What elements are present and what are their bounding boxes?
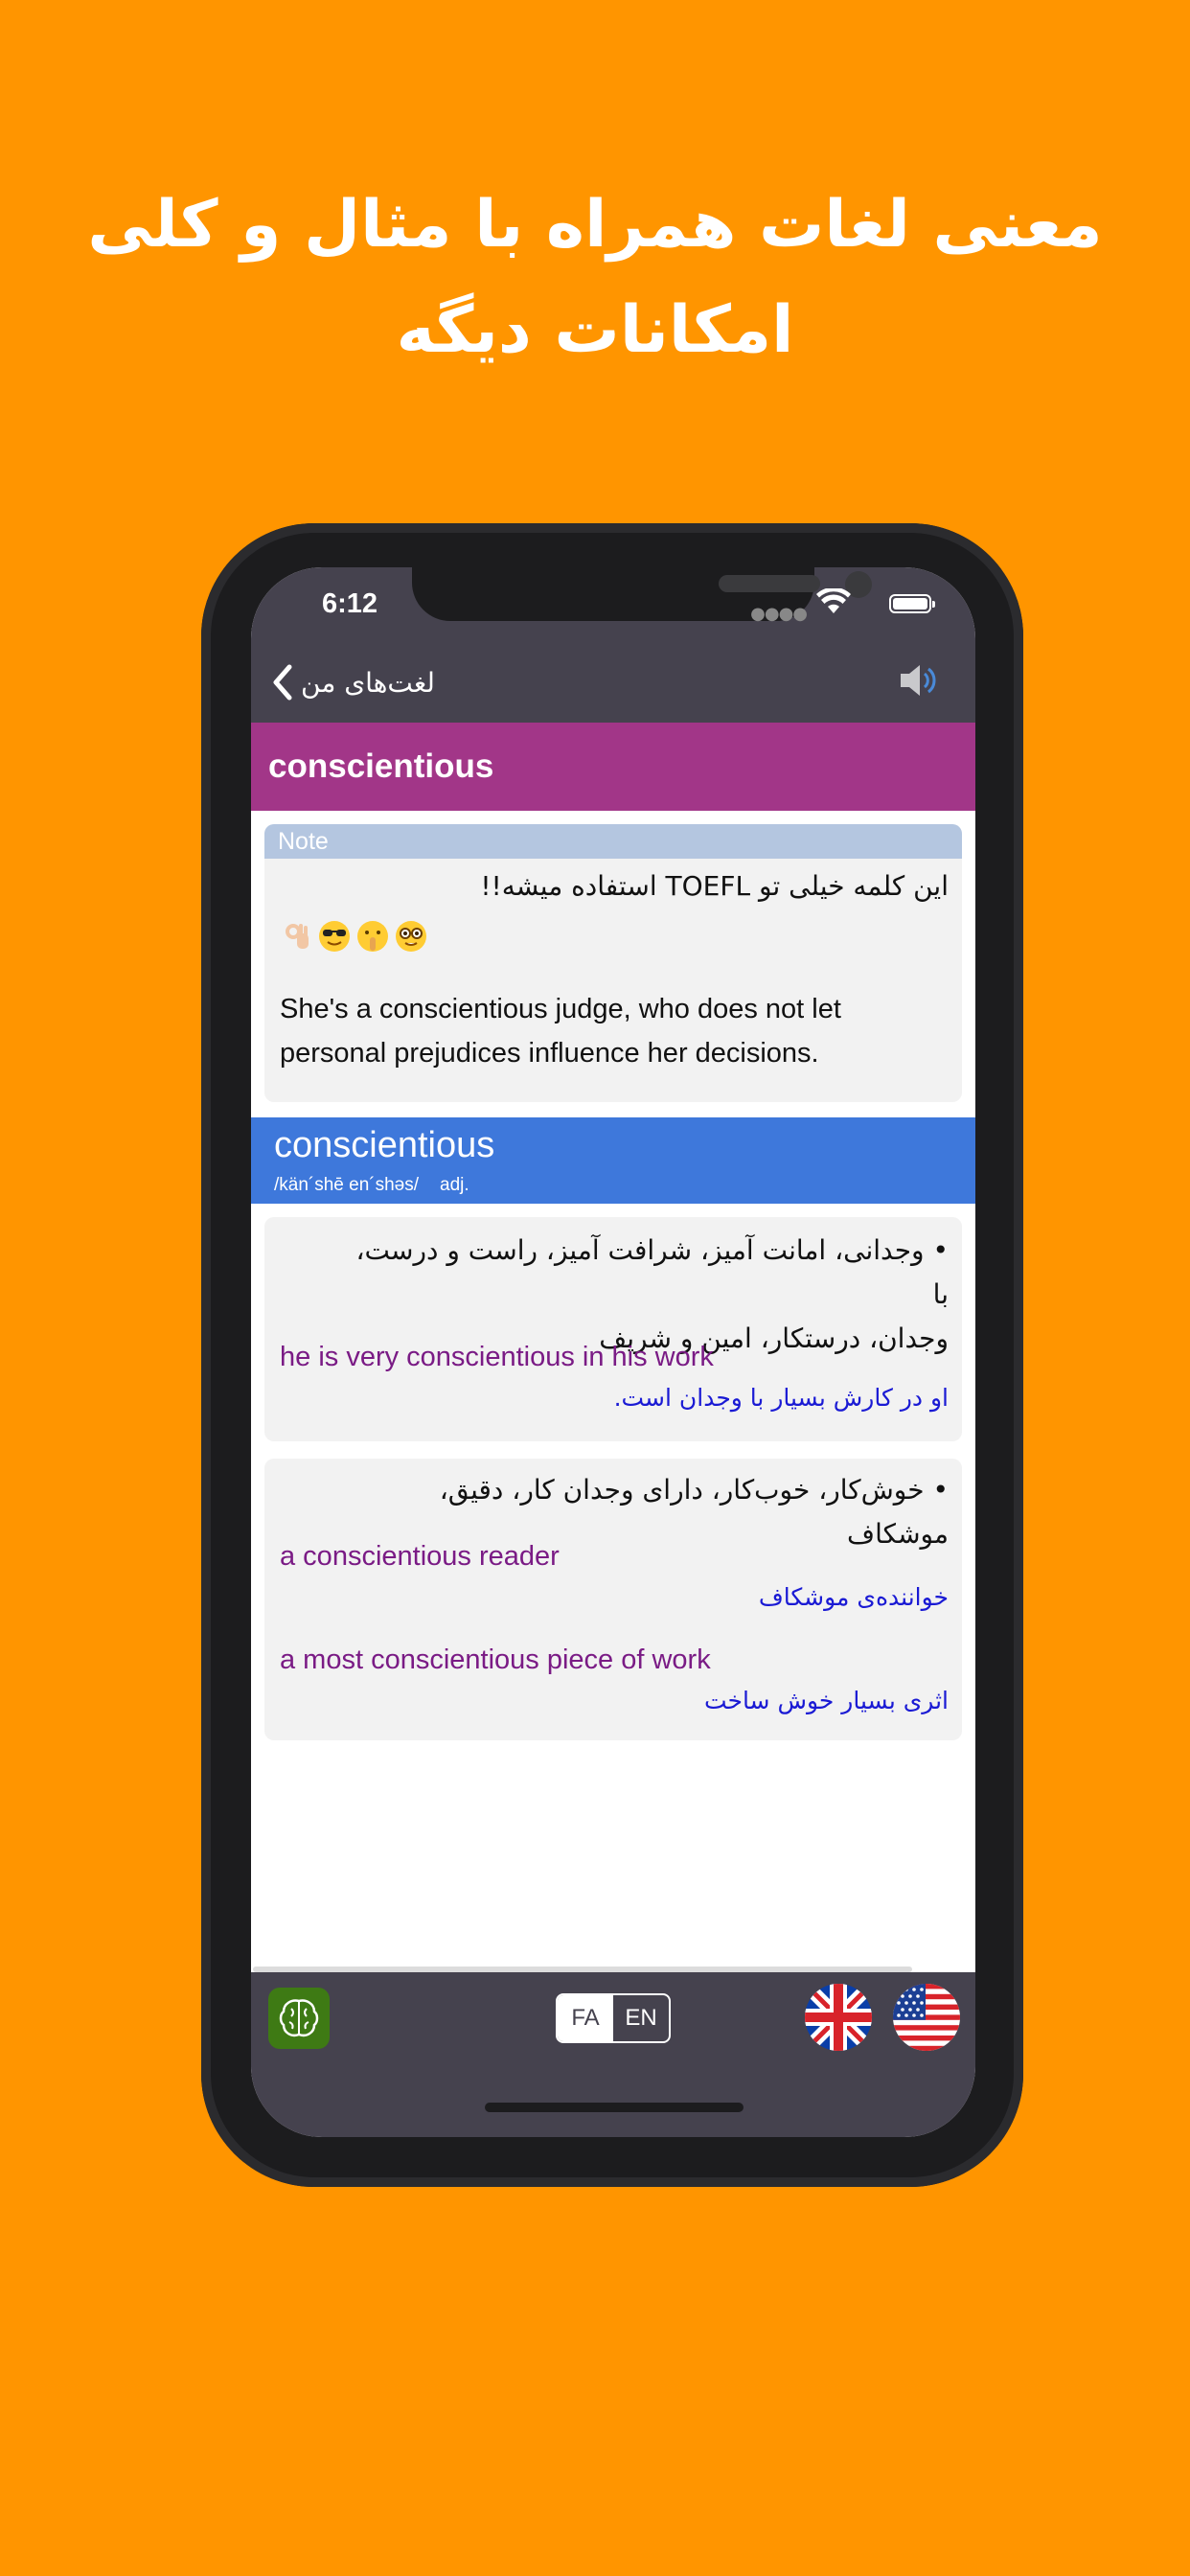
back-button[interactable] bbox=[272, 661, 435, 703]
promo-headline bbox=[0, 172, 1190, 383]
speaker-icon[interactable] bbox=[897, 659, 939, 702]
uk-flag-icon[interactable] bbox=[805, 1984, 872, 2051]
note-label: Note bbox=[264, 824, 962, 859]
us-flag-icon[interactable] bbox=[893, 1984, 960, 2051]
brain-icon bbox=[276, 1995, 322, 2041]
pronunciation: /kän´shē en´shəs/ bbox=[274, 1175, 420, 1195]
example-english: a most conscientious piece of work bbox=[280, 1644, 711, 1675]
example-persian: خواننده‌ی موشکاف bbox=[758, 1583, 949, 1611]
brain-button[interactable] bbox=[268, 1988, 330, 2049]
note-english-text: She's a conscientious judge, who does not let personal prejudices influence her decisions. bbox=[280, 994, 841, 1069]
nerd-emoji bbox=[395, 920, 427, 953]
home-indicator[interactable] bbox=[485, 2103, 744, 2112]
headline-line-1: معنی لغات همراه با مثال و کلی bbox=[87, 187, 1103, 263]
note-card[interactable] bbox=[264, 824, 962, 1102]
earpiece bbox=[719, 575, 820, 592]
emoji-row bbox=[280, 920, 427, 953]
example-english: a conscientious reader bbox=[280, 1541, 560, 1572]
word-title: conscientious bbox=[251, 723, 975, 811]
wifi-icon bbox=[816, 588, 851, 617]
shushing-emoji bbox=[356, 920, 389, 953]
battery-icon bbox=[889, 594, 931, 613]
back-button-label: لغت‌های من bbox=[301, 666, 435, 699]
navigation-bar bbox=[251, 567, 975, 723]
entry-word: conscientious bbox=[274, 1125, 495, 1165]
definition-line: • وجدانی، امانت آمیز، شرافت آمیز، راست و درست، با bbox=[355, 1234, 949, 1310]
entry-pronunciation-row bbox=[274, 1175, 469, 1196]
sunglasses-emoji bbox=[318, 920, 351, 953]
part-of-speech: adj. bbox=[440, 1175, 469, 1195]
lang-fa-option[interactable]: FA bbox=[558, 1995, 613, 2041]
note-persian-text: این کلمه خیلی تو TOEFL استفاده میشه!! bbox=[480, 870, 949, 902]
status-time: 6:12 bbox=[322, 588, 378, 619]
phone-frame bbox=[201, 523, 1023, 2187]
language-toggle[interactable] bbox=[556, 1993, 671, 2043]
definition-line: وجدان، درستکار، امین و شریف bbox=[599, 1322, 949, 1354]
sense-card bbox=[264, 1459, 962, 1740]
dictionary-entry-header bbox=[251, 1117, 975, 1204]
headline-line-2: امکانات دیگه bbox=[396, 292, 794, 368]
example-persian: اثری بسیار خوش ساخت bbox=[703, 1687, 949, 1714]
lang-en-option[interactable]: EN bbox=[625, 2005, 657, 2031]
ok-hand-emoji bbox=[280, 920, 312, 953]
example-persian: او در کارش بسیار با وجدان است. bbox=[613, 1384, 949, 1412]
sense-card bbox=[264, 1217, 962, 1441]
bottom-toolbar bbox=[251, 1972, 975, 2137]
example-english: he is very conscientious in his work bbox=[280, 1342, 714, 1372]
definition-line: • خوش‌کار، خوب‌کار، دارای وجدان کار، دقیق، موشکاف bbox=[439, 1474, 949, 1550]
chevron-left-icon bbox=[272, 664, 293, 701]
signal-dots-icon: ●●●● bbox=[750, 604, 807, 624]
phone-screen bbox=[251, 567, 975, 2137]
